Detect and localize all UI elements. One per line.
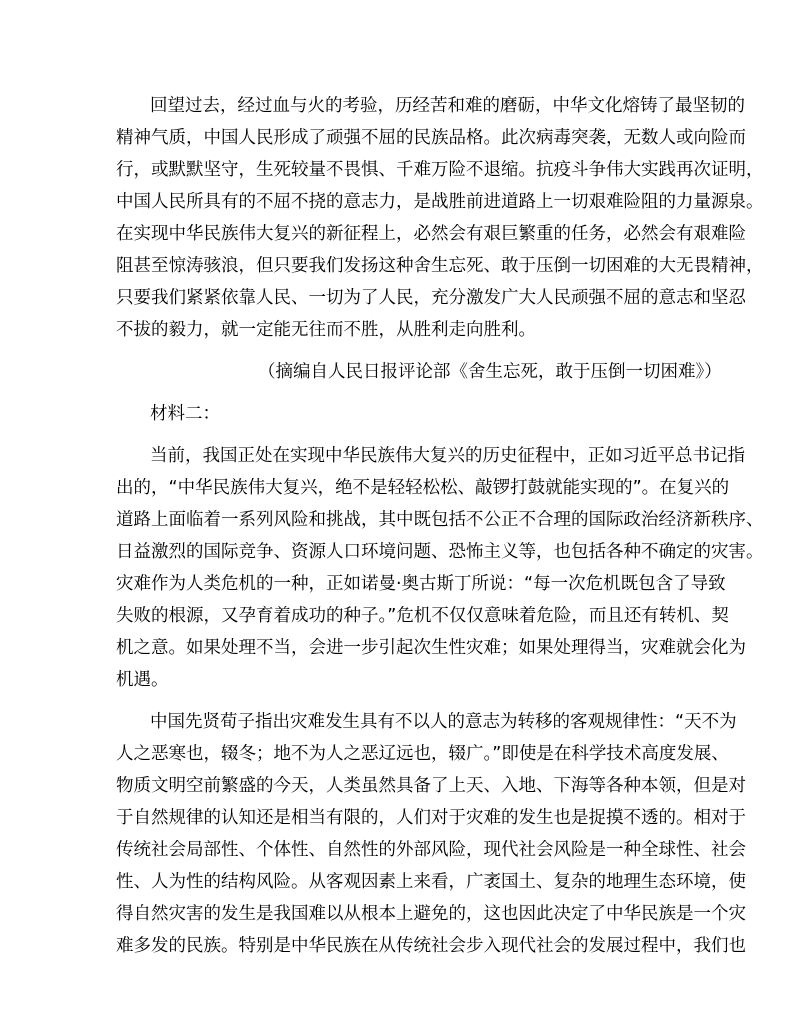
paragraph-1-line-6: 阻甚至惊涛骇浪，但只要我们发扬这种舍生忘死、敢于压倒一切困难的大无畏精神， [116, 256, 764, 276]
paragraph-3-line-2: 人之恶寒也，辍冬；地不为人之恶辽远也，辍广。”即使是在科学技术高度发展、 [116, 744, 729, 764]
paragraph-3-line-3: 物质文明空前繁盛的今天，人类虽然具备了上天、入地、下海等各种本领，但是对 [116, 776, 746, 796]
paragraph-2-line-2: 出的，“中华民族伟大复兴，绝不是轻轻松松、敲锣打鼓就能实现的”。在复兴的 [116, 478, 730, 498]
paragraph-3-line-8: 难多发的民族。特别是中华民族在从传统社会步入现代社会的发展过程中，我们也 [116, 936, 746, 956]
paragraph-1-line-2: 精神气质，中国人民形成了顽强不屈的民族品格。此次病毒突袭，无数人或向险而 [116, 128, 746, 148]
paragraph-2-line-5: 灾难作为人类危机的一种，正如诺曼·奥古斯丁所说：“每一次危机既包含了导致 [116, 574, 726, 594]
paragraph-3-line-4: 于自然规律的认知还是相当有限的，人们对于灾难的发生也是捉摸不透的。相对于 [116, 808, 746, 828]
paragraph-3-line-6: 性、人为性的结构风险。从客观因素上来看，广袤国土、复杂的地理生态环境，使 [116, 872, 746, 892]
paragraph-1-line-5: 在实现中华民族伟大复兴的新征程上，必然会有艰巨繁重的任务，必然会有艰难险 [116, 224, 746, 244]
material-2-heading: 材料二： [150, 404, 220, 424]
paragraph-1-line-7: 只要我们紧紧依靠人民、一切为了人民，充分激发广大人民顽强不屈的意志和坚忍 [116, 288, 746, 308]
paragraph-3-line-5: 传统社会局部性、个体性、自然性的外部风险，现代社会风险是一种全球性、社会 [116, 840, 746, 860]
paragraph-2-line-1: 当前，我国正处在实现中华民族伟大复兴的历史征程中，正如习近平总书记指 [150, 446, 745, 466]
paragraph-1-line-8: 不拔的毅力，就一定能无往而不胜，从胜利走向胜利。 [116, 320, 536, 340]
paragraph-2-line-4: 日益激烈的国际竞争、资源人口环境问题、恐怖主义等，也包括各种不确定的灾害。 [116, 542, 764, 562]
paragraph-1-line-1: 回望过去，经过血与火的考验，历经苦和难的磨砺，中华文化熔铸了最坚韧的 [150, 96, 745, 116]
paragraph-2-line-3: 道路上面临着一系列风险和挑战，其中既包括不公正不合理的国际政治经济新秩序、 [116, 510, 764, 530]
paragraph-3-line-1: 中国先贤荀子指出灾难发生具有不以人的意志为转移的客观规律性：“天不为 [150, 712, 737, 732]
paragraph-1-line-3: 行，或默默坚守，生死较量不畏惧、千难万险不退缩。抗疫斗争伟大实践再次证明， [116, 160, 764, 180]
paragraph-2-line-7: 机之意。如果处理不当，会进一步引起次生性灾难；如果处理得当，灾难就会化为 [116, 638, 746, 658]
source-citation: （摘编自人民日报评论部《舍生忘死，敢于压倒一切困难》） [258, 362, 722, 382]
paragraph-1-line-4: 中国人民所具有的不屈不挠的意志力，是战胜前进道路上一切艰难险阻的力量源泉。 [116, 192, 764, 212]
paragraph-3-line-7: 得自然灾害的发生是我国难以从根本上避免的，这也因此决定了中华民族是一个灾 [116, 904, 746, 924]
paragraph-2-line-8: 机遇。 [116, 670, 169, 690]
paragraph-2-line-6: 失败的根源，又孕育着成功的种子。”危机不仅仅意味着危险，而且还有转机、契 [116, 606, 729, 626]
